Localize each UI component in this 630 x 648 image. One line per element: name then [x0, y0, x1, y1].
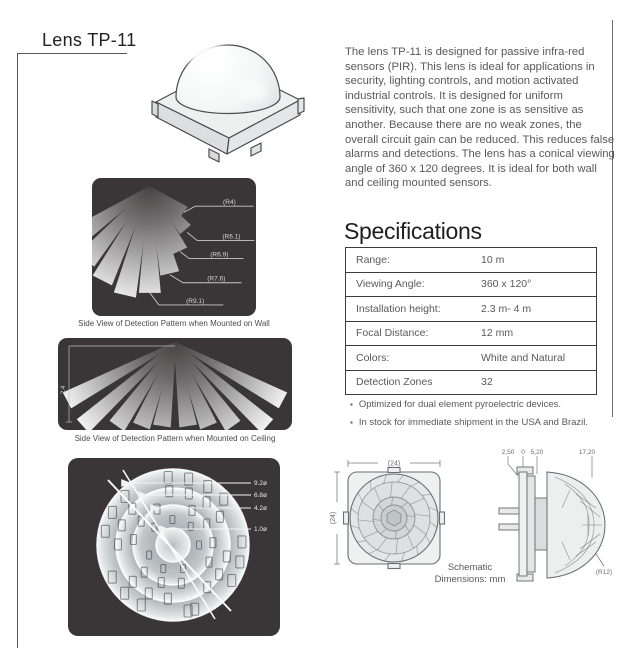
side-view-dimension-labels [502, 449, 596, 456]
radius-label: (R7.6) [207, 275, 226, 283]
table-row [346, 346, 596, 371]
ceiling-pattern-panel [58, 338, 292, 430]
top-view-pattern-diagram [68, 458, 280, 636]
table-row [346, 371, 596, 395]
wall-pattern-caption: Side View of Detection Pattern when Mounted on Wall [78, 319, 270, 328]
spec-label: Colors: [356, 351, 390, 364]
specifications-table [345, 247, 597, 395]
bullet-icon: ▪ [350, 418, 353, 427]
spec-value: White and Natural [481, 351, 566, 364]
spec-value: 2.3 m- 4 m [481, 302, 532, 315]
wall-radius-labels [186, 199, 240, 305]
ceiling-pattern-diagram [58, 338, 292, 430]
bullet-text: In stock for immediate shipment in the USA and Brazil. [358, 417, 589, 428]
ceiling-height-label: 2.4 [61, 385, 67, 395]
bullet-item [350, 417, 615, 429]
table-row [346, 322, 596, 347]
bullet-text: Optimized for dual element pyroelectric devices. [358, 399, 562, 410]
radius-label: (R6.9) [210, 251, 229, 259]
left-rule [17, 53, 18, 648]
top-view-pattern-panel [68, 458, 280, 636]
dim-label: 17,20 [578, 449, 596, 456]
wall-beams [92, 186, 191, 297]
radius-label: (R9.1) [186, 297, 205, 305]
radius-label: (R4) [223, 199, 236, 207]
diameter-label: 4.2ø [254, 505, 268, 512]
spec-label: Range: [356, 253, 390, 266]
diameter-label: 9.2ø [254, 480, 268, 487]
table-row [346, 248, 596, 273]
diameter-labels [254, 480, 267, 533]
schematic-caption [415, 562, 525, 585]
schematic-caption-line1: Schematic [447, 562, 493, 573]
schematic-caption-line2: Dimensions: mm [434, 573, 506, 585]
bullet-icon: ▪ [350, 400, 353, 409]
ceiling-beams [63, 342, 287, 430]
spec-label: Focal Distance: [356, 327, 429, 340]
bullet-item [350, 399, 615, 411]
spec-label: Detection Zones [356, 376, 433, 389]
spec-label: Installation height: [356, 302, 441, 315]
dim-label: 0 [521, 449, 525, 456]
wall-pattern-diagram [92, 178, 256, 316]
page-title: Lens TP-11 [42, 30, 137, 50]
table-row [346, 273, 596, 298]
title-underline [17, 53, 127, 54]
ceiling-pattern-caption: Side View of Detection Pattern when Mounted on Ceiling [74, 434, 276, 443]
table-row [346, 297, 596, 322]
lens-product-image [123, 5, 335, 163]
dim-label: 2,50 [501, 449, 515, 456]
dim-label: 5,20 [530, 449, 544, 456]
spec-value: 32 [481, 376, 493, 389]
diameter-label: 1.0ø [254, 526, 268, 533]
dome-radius-label: (R12) [595, 569, 613, 576]
spec-value: 12 mm [481, 327, 514, 340]
wall-pattern-panel [92, 178, 256, 316]
intro-paragraph: The lens TP-11 is designed for passive infra-red sensors (PIR). This lens is ideal for applications in security, lighting controls, and motion activated industrial controls. It is designed for uniform sensitivity, such that one zone is as sensitive as another. Because there are no weak zones, the overall circuit gain can be reduced. This reduces false alarms and detections. The lens has a conical viewing angle of 360 x 120 degrees. It is ideal for both wall and ceiling mounted sensors. [345, 46, 615, 190]
radius-label: (R6.1) [222, 233, 241, 241]
diameter-label: 6.8ø [254, 492, 268, 499]
top-view-height-label: (24) [330, 511, 337, 525]
top-view-width-label: (24) [387, 460, 401, 468]
spec-value: 10 m [481, 253, 505, 266]
specifications-heading: Specifications [344, 218, 482, 244]
spec-value: 360 x 120° [481, 278, 532, 291]
spec-label: Viewing Angle: [356, 278, 425, 291]
